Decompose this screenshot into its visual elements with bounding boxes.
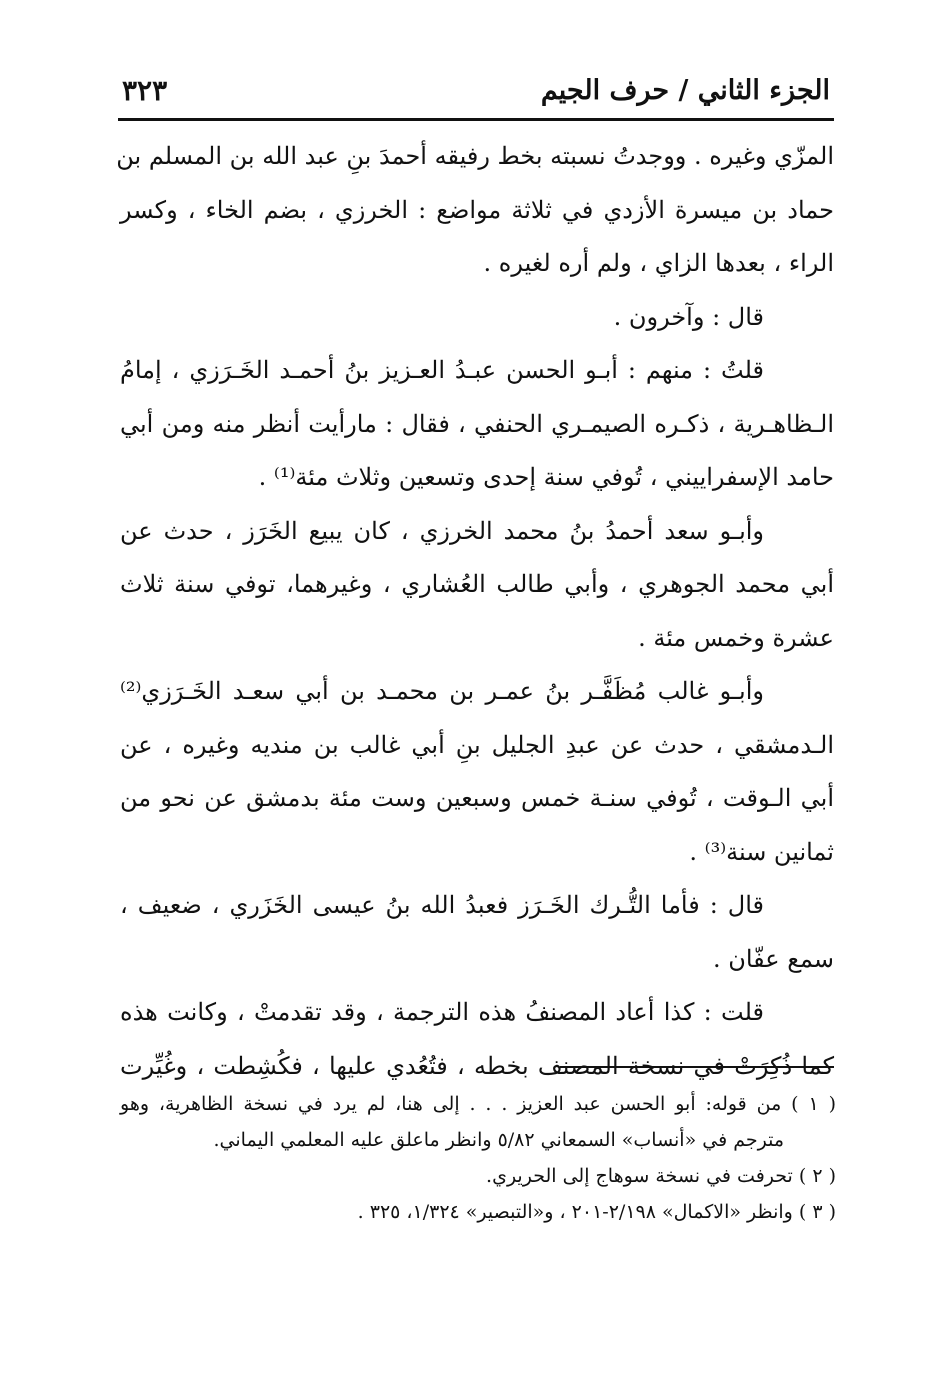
text-line: أبي محمد الجوهري ، وأبي طالب العُشاري ، وغيرهما، توفي سنة ثلاث (120, 570, 834, 598)
header-rule (118, 118, 834, 121)
page-header (122, 64, 830, 116)
footnote-separator (560, 1066, 834, 1068)
text-line: وأبـو غالب مُظَفَّـر بنُ عمـر بن محمـد بن أبي سعـد الخَـرَزي⁽²⁾ (120, 677, 764, 705)
text-line: وأبـو سعد أحمدُ بنُ محمد الخرزي ، كان يبيع الخَرَز ، حدث عن (120, 516, 764, 545)
text-line: قلت : كذا أعاد المصنفُ هذه الترجمة ، وقد تقدمتْ ، وكانت هذه (120, 998, 764, 1026)
text-line: حامد الإسفراييني ، تُوفي سنة إحدى وتسعين وثلاث مئة⁽¹⁾ . (258, 463, 834, 491)
text-line: أبي الـوقت ، تُوفي سنـة خمس وسبعين وست مئة بدمشق عن نحو من (120, 784, 834, 812)
text-line: الـدمشقي ، حدث عن عبدِ الجليل بنِ أبي غالب بن منديه وغيره ، عن (120, 730, 834, 759)
text-line: قال : وآخرون . (613, 302, 764, 331)
running-title: الجزء الثاني / حرف الجيم (540, 74, 830, 106)
text-line: حماد بن ميسرة الأزدي في ثلاثة مواضع : الخرزي ، بضم الخاء ، وكسر (120, 195, 834, 224)
text-line: قال : فأما التُّـرك الخَـرَز فعبدُ الله بنُ عيسى الخَزَري ، ضعيف ، (120, 891, 764, 919)
text-line: ثمانين سنة⁽³⁾ . (689, 837, 834, 866)
footnote-line: مترجم في «أنساب» السمعاني ٥/٨٢ وانظر ماعلق عليه المعلمي اليماني. (213, 1129, 784, 1151)
text-line: الـظاهـرية ، ذكـره الصيمـري الحنفي ، فقال : مارأيت أنظر منه ومن أبي (120, 409, 834, 438)
main-text (116, 130, 834, 1093)
footnote-line: ( ٣ ) وانظر «الاكمال» ٢/١٩٨-٢٠١ ، و«التبصير» ١/٣٢٤، ٣٢٥ . (357, 1201, 836, 1223)
footnotes (120, 1086, 836, 1230)
footnote-line: ( ١ ) من قوله: أبو الحسن عبد العزيز . . . إلى هنا، لم يرد في نسخة الظاهرية، وهو (120, 1093, 836, 1115)
text-line: قلتُ : منهم : أبـو الحسن عبـدُ العـزيز بنُ أحمـد الخَـرَزي ، إمامُ (120, 356, 764, 384)
text-line: الراء ، بعدها الزاي ، ولم أره لغيره . (483, 249, 834, 277)
footnote-line: ( ٢ ) تحرفت في نسخة سوهاج إلى الحريري. (486, 1165, 836, 1187)
text-line: كما ذُكِرَتْ في نسخة المصنف بخطه ، فتُعُدي عليها ، فكُشِطت ، وغُيِّرت (120, 1051, 834, 1080)
text-line: المزّي وغيره . ووجدتُ نسبته بخط رفيقه أحمدَ بنِ عبد الله بن المسلم بن (116, 142, 834, 170)
text-line: سمع عفّان . (712, 944, 834, 973)
page-number: ٣٢٣ (122, 73, 168, 107)
text-line: عشرة وخمس مئة . (638, 623, 834, 652)
